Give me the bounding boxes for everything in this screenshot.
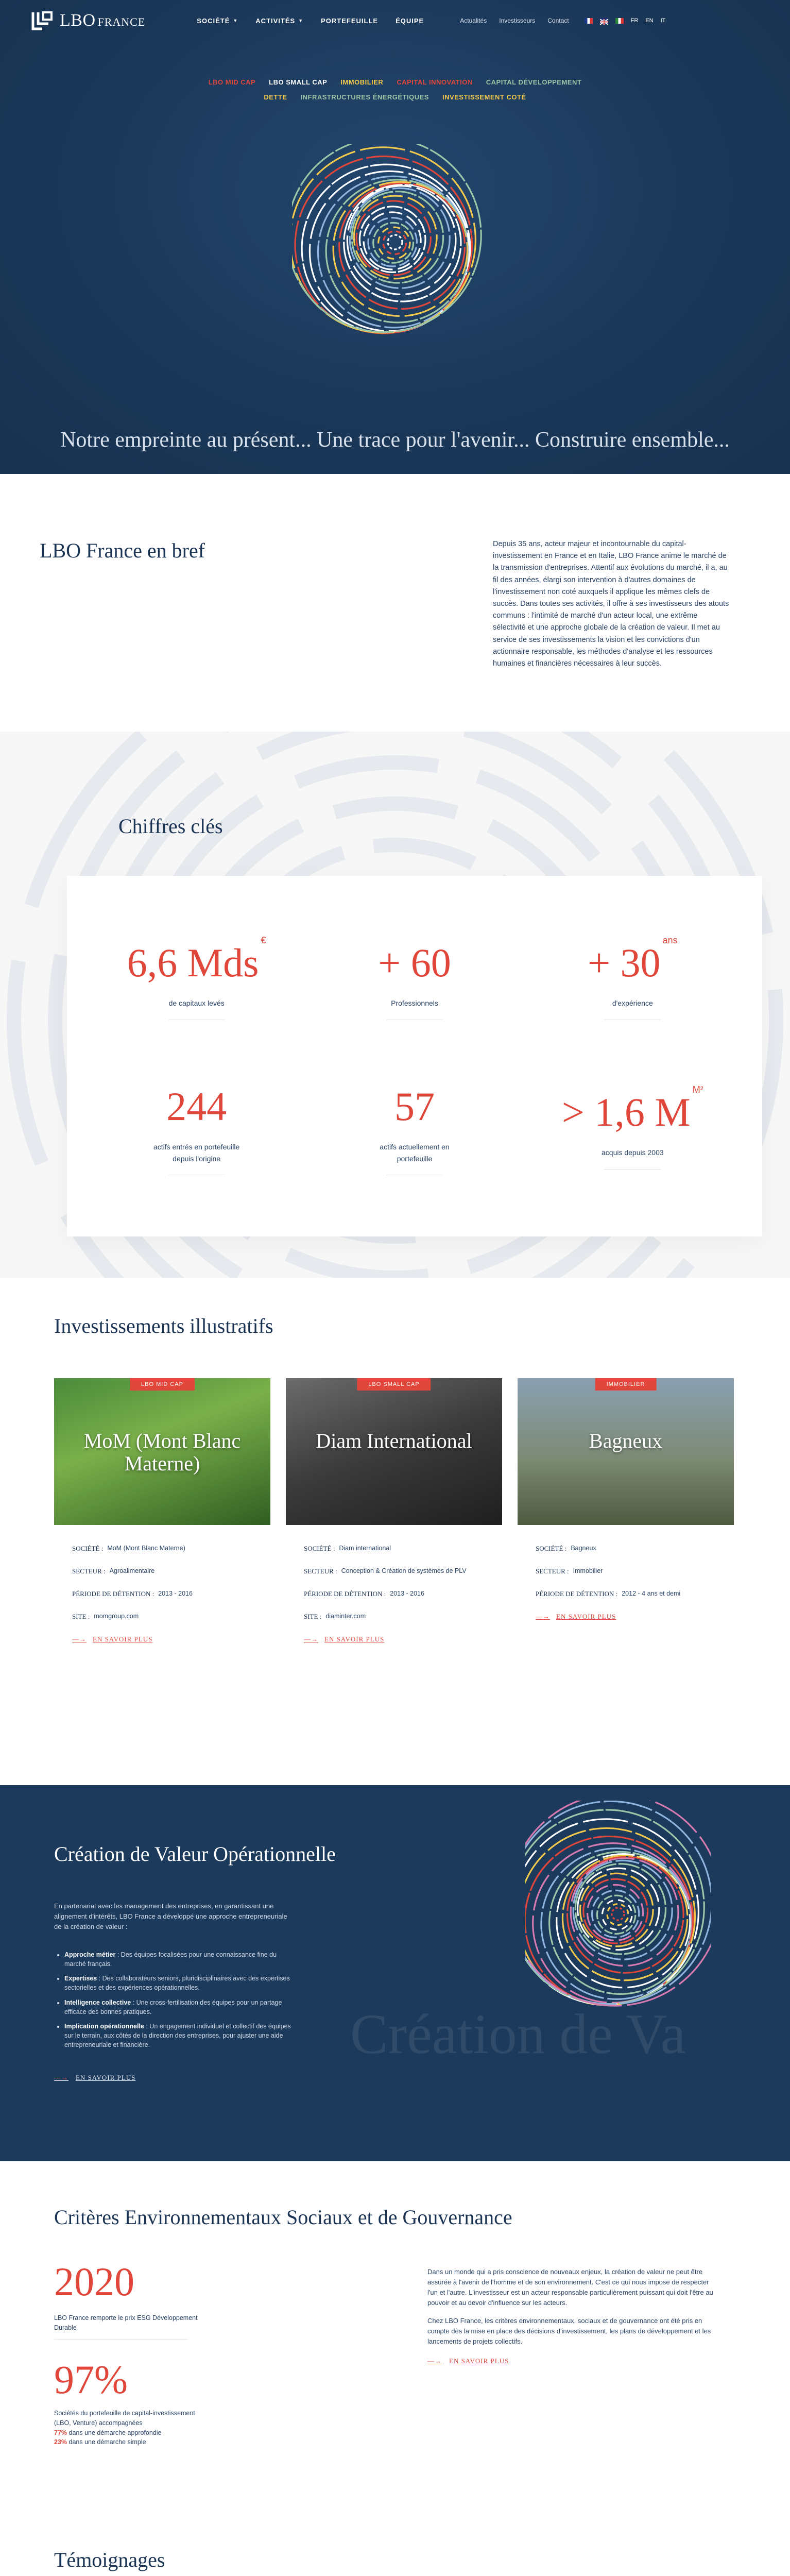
key-figure-value bbox=[561, 1084, 703, 1135]
key-figure-unit: M² bbox=[692, 1084, 703, 1095]
investment-title: Diam International bbox=[316, 1429, 472, 1452]
fingerprint-ring bbox=[596, 1894, 638, 1936]
arrow-right-icon: —→ bbox=[304, 1635, 318, 1643]
more-label: EN SAVOIR PLUS bbox=[93, 1635, 153, 1643]
investment-info-value: Agroalimentaire bbox=[109, 1567, 155, 1574]
esg-pct-line1: 77% bbox=[54, 2429, 67, 2436]
key-figure-label: actifs actuellement en portefeuille bbox=[380, 1143, 450, 1163]
investment-more-link[interactable] bbox=[54, 1635, 270, 1643]
fingerprint-ring bbox=[612, 1908, 624, 1920]
investment-info-key: SITE : bbox=[304, 1613, 322, 1620]
investment-info bbox=[518, 1545, 734, 1598]
esg-pct-line2: 23% bbox=[54, 2438, 67, 2446]
fingerprint-ring bbox=[591, 1890, 640, 1938]
investment-info-value: MoM (Mont Blanc Materne) bbox=[107, 1545, 185, 1552]
investment-info-key: SOCIÉTÉ : bbox=[536, 1545, 567, 1552]
key-figure-label: acquis depuis 2003 bbox=[602, 1148, 664, 1157]
value-creation-item-title: Implication opérationnelle bbox=[64, 2022, 144, 2030]
esg-percent-text bbox=[54, 2409, 209, 2447]
key-figure-label: actifs entrés en portefeuille depuis l'origine bbox=[153, 1143, 240, 1163]
value-creation-more-link[interactable] bbox=[54, 2074, 135, 2082]
key-figure-value bbox=[394, 1084, 435, 1129]
nav-item-label: ACTIVITÉS bbox=[255, 16, 296, 25]
value-creation-intro: En partenariat avec les management des entreprises, en garantissant une alignement d'intérêts, LBO France a développé une approche entrepreneuriale de la création de valeur : bbox=[54, 1902, 287, 1931]
arrow-right-icon: —→ bbox=[72, 1635, 87, 1643]
main-nav bbox=[197, 17, 424, 25]
fingerprint-ring bbox=[372, 221, 417, 265]
investment-info-key: PÉRIODE DE DÉTENTION : bbox=[536, 1590, 618, 1598]
nav-item-3[interactable] bbox=[396, 17, 424, 25]
investment-info-row bbox=[536, 1545, 734, 1553]
about-text: Depuis 35 ans, acteur majeur et incontournable du capital-investissement en France et en Italie, LBO France anime le marché de la transmission d'entreprises. Attentif aux évolutions du marché, il a, au fil des années, élargi son intervention à d'autres domaines de l'investissement non coté auxquels il applique les mêmes clefs de succès. Dans toutes ses activités, il offre à ses investisseurs des atouts communs : l'intimité de marché d'un acteur local, une extrême sélectivité et une approche globale de la création de valeur. Il met au service de ses investissements la vision et les convictions d'un actionnaire responsable, les méthodes d'analyse et les ressources humaines et financières nécessaires à leur succès. bbox=[493, 540, 729, 668]
investment-card[interactable] bbox=[518, 1378, 734, 1643]
value-creation-section bbox=[0, 1785, 790, 2161]
esg-more-link[interactable] bbox=[427, 2357, 509, 2365]
investment-info-value: diaminter.com bbox=[325, 1613, 366, 1620]
esg-year-text: LBO France remporte le prix ESG Développement Durable bbox=[54, 2314, 198, 2331]
secondary-nav bbox=[460, 17, 569, 24]
investment-info-value: Immobilier bbox=[573, 1567, 603, 1574]
esg-title: Critères Environnementaux Sociaux et de Gouvernance bbox=[54, 2206, 512, 2229]
investment-info-value: Conception & Création de systèmes de PLV bbox=[341, 1567, 467, 1574]
activity-tag[interactable]: INVESTISSEMENT COTÉ bbox=[442, 93, 526, 101]
investment-info-key: SECTEUR : bbox=[72, 1567, 106, 1575]
investment-badge: LBO SMALL CAP bbox=[357, 1378, 431, 1391]
investment-more-link[interactable] bbox=[286, 1635, 502, 1643]
about-title: LBO France en bref bbox=[40, 539, 205, 562]
value-creation-item-text: : Des collaborateurs seniors, pluridisciplinaires avec des expertises sectorielles et des expériences opérationnelles. bbox=[64, 1975, 290, 1992]
investment-badge: LBO MID CAP bbox=[130, 1378, 195, 1391]
investment-info-key: SITE : bbox=[72, 1613, 90, 1620]
language-code[interactable]: EN bbox=[645, 18, 654, 24]
value-creation-list bbox=[64, 1950, 296, 2055]
nav-item-0[interactable] bbox=[197, 17, 238, 25]
activity-tag[interactable]: LBO SMALL CAP bbox=[269, 78, 328, 86]
investment-info-row bbox=[304, 1613, 502, 1621]
esg-paragraph: Chez LBO France, les critères environnementaux, sociaux et de gouvernance ont été pris en compte dès la mise en place des décisions d'investissement, les plans de développement et les lancements de projets collectifs. bbox=[427, 2316, 711, 2345]
key-figures-title: Chiffres clés bbox=[118, 815, 223, 838]
activity-tags bbox=[0, 77, 790, 107]
hero-section bbox=[0, 0, 790, 474]
investment-more-link[interactable] bbox=[518, 1613, 734, 1621]
value-creation-item bbox=[64, 1998, 296, 2016]
divider bbox=[54, 2339, 188, 2340]
investment-info-row bbox=[536, 1567, 734, 1575]
investment-info-row bbox=[72, 1567, 270, 1575]
watermark-text: Création de Va bbox=[350, 2003, 686, 2065]
investment-image bbox=[518, 1378, 734, 1525]
fingerprint-ring bbox=[534, 1836, 708, 2010]
investment-info-value: 2013 - 2016 bbox=[390, 1590, 424, 1597]
value-creation-item-title: Intelligence collective bbox=[64, 1998, 131, 2006]
nav-item-label: SOCIÉTÉ bbox=[197, 16, 230, 25]
nav-item-label: PORTEFEUILLE bbox=[321, 16, 379, 25]
testimonials-section bbox=[0, 2532, 790, 2576]
value-creation-item bbox=[64, 1974, 296, 1992]
investment-title: MoM (Mont Blanc Materne) bbox=[83, 1429, 241, 1475]
chevron-down-icon: ▼ bbox=[298, 18, 304, 23]
fingerprint-ring bbox=[388, 235, 402, 249]
nav-item-2[interactable] bbox=[321, 17, 378, 25]
investment-info-row bbox=[72, 1590, 270, 1598]
activity-tag[interactable]: LBO MID CAP bbox=[208, 78, 256, 86]
key-figure-number: 244 bbox=[166, 1084, 227, 1129]
logo-mark-icon bbox=[31, 10, 57, 31]
investment-info-value: momgroup.com bbox=[94, 1613, 139, 1620]
investment-info-value: Diam international bbox=[339, 1545, 391, 1552]
investment-info-row bbox=[304, 1590, 502, 1598]
more-label: EN SAVOIR PLUS bbox=[556, 1613, 616, 1620]
esg-year-figure: 2020 bbox=[54, 2259, 134, 2304]
arrow-right-icon: —→ bbox=[54, 2074, 68, 2081]
investment-card[interactable] bbox=[54, 1378, 270, 1643]
about-section bbox=[0, 474, 790, 732]
value-creation-item-text: : Un engagement individuel et collectif des équipes sur le terrain, aux côtés de la direction des entreprises, pour ajuster une aide entrepreneuriale et financière. bbox=[64, 2022, 291, 2048]
arrow-right-icon: —→ bbox=[536, 1613, 550, 1620]
key-figure-value bbox=[588, 935, 678, 986]
activity-tag[interactable]: CAPITAL INNOVATION bbox=[397, 78, 473, 86]
esg-paragraph: Dans un monde qui a pris conscience de nouveaux enjeux, la création de valeur ne peut être assurée à l'avenir de l'homme et de son environnement. C'est ce qui nous impose de respecter l'un et l'autre. L'investisseur est un acteur responsable particulièrement puissant qui doit l'être au pouvoir et au devoir d'influence sur les acteurs. bbox=[427, 2268, 713, 2307]
key-figure-label: Professionnels bbox=[391, 999, 438, 1008]
language-selector bbox=[585, 18, 666, 24]
secondary-nav-item[interactable]: Actualités bbox=[460, 17, 487, 24]
key-figure bbox=[88, 1056, 305, 1206]
more-label: EN SAVOIR PLUS bbox=[324, 1635, 385, 1643]
investment-info-key: SOCIÉTÉ : bbox=[72, 1545, 104, 1552]
key-figure-number: + 60 bbox=[378, 940, 451, 986]
arrow-right-icon: —→ bbox=[427, 2357, 442, 2365]
key-figure bbox=[88, 907, 305, 1056]
testimonials-title: Témoignages bbox=[54, 2548, 165, 2571]
fingerprint-ring bbox=[347, 191, 441, 285]
investment-info-key: PÉRIODE DE DÉTENTION : bbox=[304, 1590, 386, 1598]
fingerprint-ring bbox=[604, 1901, 631, 1928]
key-figure-number: 6,6 Mds bbox=[127, 940, 259, 986]
secondary-nav-item[interactable]: Contact bbox=[547, 17, 569, 24]
tag-row bbox=[0, 77, 790, 87]
activity-tag[interactable]: IMMOBILIER bbox=[340, 78, 384, 86]
key-figure-number: + 30 bbox=[588, 940, 661, 986]
activity-tag[interactable]: INFRASTRUCTURES ÉNERGÉTIQUES bbox=[300, 93, 429, 101]
nav-item-label: ÉQUIPE bbox=[396, 16, 424, 25]
investment-info-key: SECTEUR : bbox=[304, 1567, 337, 1575]
chevron-down-icon: ▼ bbox=[233, 18, 238, 23]
key-figure-value bbox=[378, 940, 451, 986]
more-label: EN SAVOIR PLUS bbox=[449, 2357, 509, 2365]
key-figure bbox=[524, 1056, 742, 1206]
investments-section bbox=[0, 1278, 790, 1785]
esg-percent-figure: 97% bbox=[54, 2357, 128, 2402]
fingerprint-ring bbox=[346, 193, 439, 286]
language-code[interactable]: FR bbox=[630, 18, 639, 24]
divider bbox=[604, 1169, 661, 1170]
activity-tag[interactable]: CAPITAL DÉVELOPPEMENT bbox=[486, 78, 582, 86]
key-figure-value bbox=[166, 1084, 227, 1129]
key-figure bbox=[305, 907, 523, 1056]
nav-item-1[interactable] bbox=[255, 17, 303, 25]
investment-info-row bbox=[304, 1567, 502, 1575]
investment-info-value: Bagneux bbox=[571, 1545, 596, 1552]
logo[interactable] bbox=[31, 10, 145, 31]
investment-info-row bbox=[304, 1545, 502, 1553]
fingerprint-ring bbox=[310, 164, 485, 338]
investment-info-row bbox=[72, 1613, 270, 1621]
value-creation-item bbox=[64, 2022, 296, 2049]
value-creation-title: Création de Valeur Opérationnelle bbox=[54, 1842, 336, 1866]
investment-info-value: 2012 - 4 ans et demi bbox=[622, 1590, 681, 1597]
investment-info-key: PÉRIODE DE DÉTENTION : bbox=[72, 1590, 154, 1598]
flag-fr-icon[interactable] bbox=[585, 18, 593, 24]
language-code[interactable]: IT bbox=[660, 18, 666, 24]
investment-info-row bbox=[536, 1590, 734, 1598]
key-figure-label: de capitaux levés bbox=[168, 999, 225, 1008]
key-figure-label: d'expérience bbox=[612, 999, 653, 1008]
value-creation-item-text: : Une cross-fertilisation des équipes pour un partage efficace des bonnes pratiques. bbox=[64, 1998, 282, 2015]
esg-pct-line1-text: dans une démarche approfondie bbox=[67, 2429, 162, 2436]
investment-title: Bagneux bbox=[589, 1429, 663, 1452]
secondary-nav-item[interactable]: Investisseurs bbox=[499, 17, 536, 24]
tag-row bbox=[0, 92, 790, 102]
logo-suffix: FRANCE bbox=[97, 15, 146, 28]
logo-text: LBO bbox=[60, 11, 96, 30]
key-figure bbox=[524, 907, 742, 1056]
investment-card[interactable] bbox=[286, 1378, 502, 1643]
key-figure-unit: € bbox=[261, 935, 266, 946]
investment-info-row bbox=[72, 1545, 270, 1553]
esg-description bbox=[427, 2267, 716, 2354]
flag-en-icon[interactable] bbox=[600, 18, 608, 24]
value-creation-item bbox=[64, 1950, 296, 1969]
investment-badge: IMMOBILIER bbox=[595, 1378, 657, 1391]
investment-image bbox=[286, 1378, 502, 1525]
esg-percent-desc: Sociétés du portefeuille de capital-investissement (LBO, Venture) accompagnées bbox=[54, 2410, 195, 2427]
fingerprint-graphic bbox=[292, 144, 498, 350]
more-label: EN SAVOIR PLUS bbox=[76, 2074, 136, 2081]
value-creation-item-text: : Des équipes focalisées pour une connaissance fine du marché français. bbox=[64, 1951, 277, 1968]
key-figure bbox=[305, 1056, 523, 1206]
key-figure-value bbox=[127, 935, 266, 986]
hero-tagline: Notre empreinte au présent... Une trace pour l'avenir... Construire ensemble... bbox=[60, 428, 730, 452]
top-bar bbox=[0, 0, 790, 41]
activity-tag[interactable]: DETTE bbox=[264, 93, 287, 101]
flag-it-icon[interactable] bbox=[615, 18, 624, 24]
investment-image bbox=[54, 1378, 270, 1525]
investment-cards bbox=[54, 1378, 734, 1643]
fingerprint-ring bbox=[367, 217, 419, 269]
key-figures-card bbox=[67, 876, 762, 1236]
investment-info-value: 2013 - 2016 bbox=[158, 1590, 193, 1597]
key-figure-number: 57 bbox=[394, 1084, 435, 1129]
investment-info bbox=[54, 1545, 270, 1621]
value-creation-item-title: Expertises bbox=[64, 1975, 97, 1982]
investment-info-key: SOCIÉTÉ : bbox=[304, 1545, 335, 1552]
esg-section bbox=[0, 2161, 790, 2532]
key-figure-number: > 1,6 M bbox=[561, 1090, 691, 1135]
esg-pct-line2-text: dans une démarche simple bbox=[67, 2438, 146, 2446]
investment-info bbox=[286, 1545, 502, 1621]
investments-title: Investissements illustratifs bbox=[54, 1314, 273, 1337]
value-creation-item-title: Approche métier bbox=[64, 1951, 116, 1958]
key-figure-unit: ans bbox=[662, 935, 678, 946]
investment-info-key: SECTEUR : bbox=[536, 1567, 569, 1575]
key-figures-section bbox=[0, 732, 790, 1278]
